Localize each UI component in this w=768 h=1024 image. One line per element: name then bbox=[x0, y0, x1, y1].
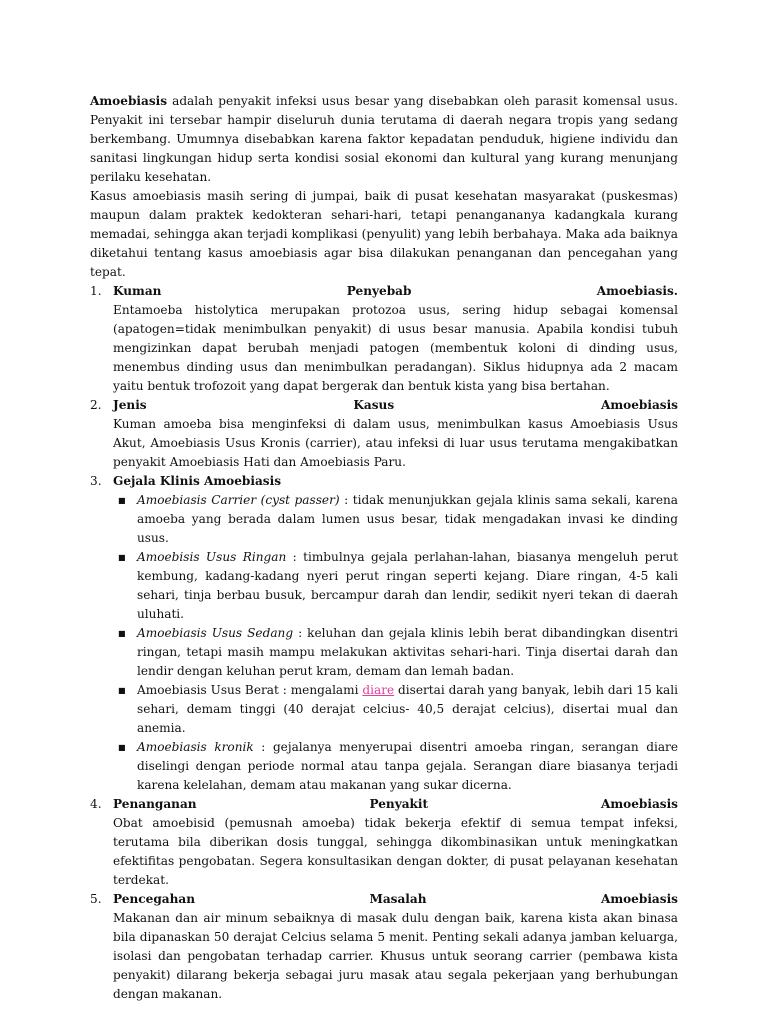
section-number: 3. bbox=[90, 474, 102, 488]
symptom-text: disertai darah yang banyak, lebih dari 15 kali sehari, demam tinggi (40 derajat celcius- 40,5 derajat celcius), disertai mual dan anemia. bbox=[137, 683, 678, 735]
section-body: Entamoeba histolytica merupakan protozoa usus, sering hidup sebagai komensal (apatogen=tidak menimbulkan penyakit) di usus besar manusia. Apabila kondisi tubuh mengizinkan dapat berubah menjadi patogen (membentuk koloni di dinding usus, menembus dinding usus dan menimbulkan peradangan). Siklus hidupnya ada 2 macam yaitu bentuk trofozoit yang dapat bergerak dan bentuk kista yang bisa bertahan. bbox=[113, 303, 678, 393]
intro-paragraph-1 bbox=[90, 92, 678, 187]
section-body: Kuman amoeba bisa menginfeksi di dalam usus, menimbulkan kasus Amoebiasis Usus Akut, Amoebiasis Usus Kronis (carrier), atau infeksi di luar usus terutama mengakibatkan penyakit Amoebiasis Hati dan Amoebiasis Paru. bbox=[113, 417, 678, 469]
symptom-list bbox=[113, 491, 678, 795]
symptom-item bbox=[113, 491, 678, 548]
symptom-term: Amoebiasis Carrier (cyst passer) bbox=[137, 493, 340, 507]
symptom-item bbox=[113, 624, 678, 681]
symptom-item bbox=[113, 738, 678, 795]
bullet-square-icon: ■ bbox=[118, 743, 126, 752]
heading-word: Amoebiasis bbox=[600, 398, 678, 412]
section-heading bbox=[113, 472, 678, 491]
symptom-text: : keluhan dan gejala klinis lebih berat dibandingkan disentri ringan, tetapi masih mampu melakukan aktivitas sehari-hari. Tinja disertai darah dan lendir dengan keluhan perut kram, demam dan lemah badan. bbox=[137, 626, 678, 678]
heading-word: Kuman bbox=[113, 284, 162, 298]
section-4 bbox=[90, 795, 678, 890]
section-2 bbox=[90, 396, 678, 472]
intro-paragraph-2: Kasus amoebiasis masih sering di jumpai, baik di pusat kesehatan masyarakat (puskesmas) maupun dalam praktek kedokteran sehari-hari, tetapi penangananya kadangkala kurang memadai, sehingga akan terjadi komplikasi (penyulit) yang lebih berbahaya. Maka ada baiknya diketahui tentang kasus amoebiasis agar bisa dilakukan penanganan dan pencegahan yang tepat. bbox=[90, 189, 678, 279]
section-heading bbox=[113, 396, 678, 415]
symptom-term: Amoebiasis kronik bbox=[137, 740, 254, 754]
symptom-term: Amoebiasis Usus Berat : mengalami bbox=[137, 683, 363, 697]
section-number: 4. bbox=[90, 797, 102, 811]
symptom-item bbox=[113, 681, 678, 738]
section-3 bbox=[90, 472, 678, 795]
bullet-square-icon: ■ bbox=[118, 553, 126, 562]
heading-word: Penanganan bbox=[113, 797, 197, 811]
symptom-item bbox=[113, 548, 678, 624]
bullet-square-icon: ■ bbox=[118, 496, 126, 505]
section-number: 1. bbox=[90, 284, 102, 298]
heading-word: Penyebab bbox=[346, 284, 412, 298]
symptom-text: : tidak menunjukkan gejala klinis sama sekali, karena amoeba yang berada dalam lumen usus besar, tidak mengadakan invasi ke dinding usus. bbox=[137, 493, 678, 545]
heading-word: Pencegahan bbox=[113, 892, 196, 906]
sections-list bbox=[90, 282, 678, 1004]
heading-text: Gejala Klinis Amoebiasis bbox=[113, 474, 282, 488]
bullet-square-icon: ■ bbox=[118, 686, 126, 695]
section-body: Makanan dan air minum sebaiknya di masak dulu dengan baik, karena kista akan binasa bila dipanaskan 50 derajat Celcius selama 5 menit. Penting sekali adanya jamban keluarga, isolasi dan pengobatan terhadap carrier. Khusus untuk seorang carrier (pembawa kista penyakit) dilarang bekerja sebagai juru masak atau segala pekerjaan yang berhubungan dengan makanan. bbox=[113, 911, 678, 1001]
section-number: 5. bbox=[90, 892, 102, 906]
section-heading bbox=[113, 282, 678, 301]
symptom-term: Amoebiasis Usus Sedang bbox=[137, 626, 294, 640]
symptom-text: : timbulnya gejala perlahan-lahan, biasanya mengeluh perut kembung, kadang-kadang nyeri perut ringan seperti kejang. Diare ringan, 4-5 kali sehari, tinja berbau busuk, bercampur darah dan lendir, sedikit nyeri tekan di daerah uluhati. bbox=[137, 550, 678, 621]
section-5 bbox=[90, 890, 678, 1004]
diare-link[interactable]: diare bbox=[362, 683, 395, 697]
heading-word: Masalah bbox=[369, 892, 427, 906]
section-heading bbox=[113, 795, 678, 814]
section-number: 2. bbox=[90, 398, 102, 412]
intro-term: Amoebiasis bbox=[90, 94, 168, 108]
heading-word: Amoebiasis bbox=[600, 797, 678, 811]
symptom-term: Amoebisis Usus Ringan bbox=[137, 550, 287, 564]
heading-word: Jenis bbox=[113, 398, 147, 412]
symptom-text: : gejalanya menyerupai disentri amoeba ringan, serangan diare diselingi dengan periode normal atau tanpa gejala. Serangan diare biasanya terjadi karena kelelahan, demam atau makanan yang sukar dicerna. bbox=[137, 740, 678, 792]
section-body: Obat amoebisid (pemusnah amoeba) tidak bekerja efektif di semua tempat infeksi, terutama bila diberikan dosis tunggal, sehingga dikombinasikan untuk meningkatkan efektifitas pengobatan. Segera konsultasikan dengan dokter, di pusat pelayanan kesehatan terdekat. bbox=[113, 816, 678, 887]
section-heading bbox=[113, 890, 678, 909]
bullet-square-icon: ■ bbox=[118, 629, 126, 638]
intro-paragraph-1-text: adalah penyakit infeksi usus besar yang disebabkan oleh parasit komensal usus. Penyakit ini tersebar hampir diseluruh dunia terutama di daerah negara tropis yang sedang berkembang. Umumnya disebabkan karena faktor kepadatan penduduk, higiene individu dan sanitasi lingkungan hidup serta kondisi sosial ekonomi dan kultural yang kurang menunjang perilaku kesehatan. bbox=[90, 94, 678, 184]
document-page bbox=[90, 92, 678, 1004]
heading-word: Kasus bbox=[353, 398, 395, 412]
section-1 bbox=[90, 282, 678, 396]
heading-word: Amoebiasis bbox=[600, 892, 678, 906]
heading-word: Amoebiasis. bbox=[596, 284, 678, 298]
heading-word: Penyakit bbox=[369, 797, 429, 811]
